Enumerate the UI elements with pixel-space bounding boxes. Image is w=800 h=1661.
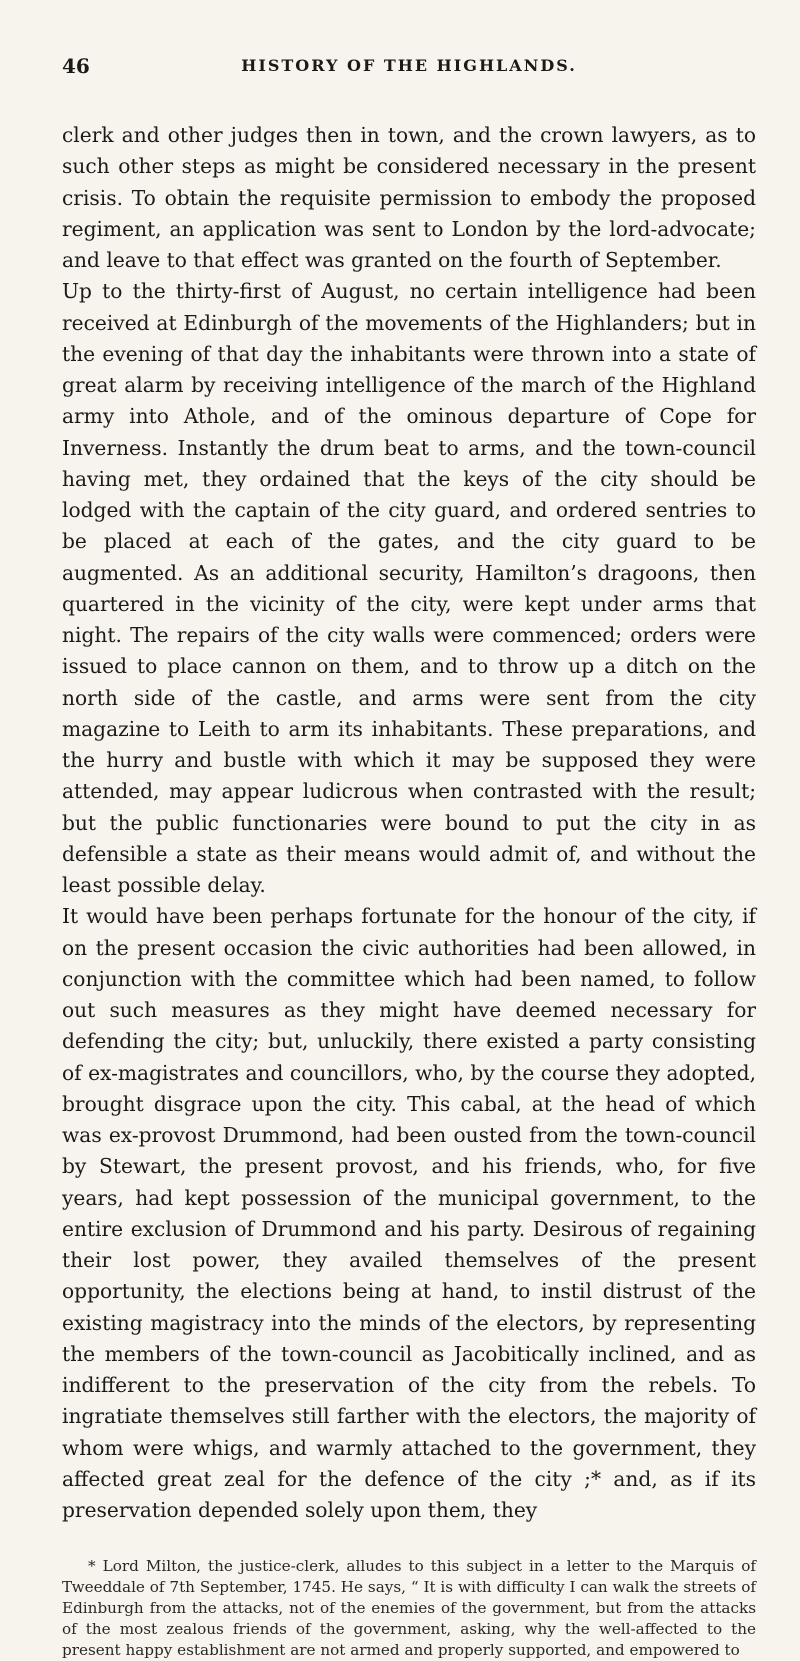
- body-text: [62, 120, 756, 1526]
- page-header: [62, 54, 756, 82]
- footnote-marker: *: [88, 1557, 96, 1576]
- footnote-text: Lord Milton, the justice-clerk, alludes to this subject in a letter to the Marquis of Tweeddale of 7th September, 1745. He says, “ It is with difficulty I can walk the streets of Edinburgh from the attacks, not of the enemies of the government, but from the attacks of the most zealous friends of the government, asking, why the well-affected to the present happy establishment are not armed and properly supported, and empowered to: [62, 1557, 756, 1660]
- footnote: [62, 1556, 756, 1661]
- page-number: 46: [62, 54, 90, 78]
- paragraph: Up to the thirty-first of August, no certain intelligence had been received at Edinburgh of the movements of the Highlanders; but in the evening of that day the inhabitants were thrown into a state of great alarm by receiving intelligence of the march of the Highland army into Athole, and of the ominous departure of Cope for Inverness. Instantly the drum beat to arms, and the town-council having met, they ordained that the keys of the city should be lodged with the captain of the city guard, and ordered sentries to be placed at each of the gates, and the city guard to be augmented. As an additional security, Hamilton’s dragoons, then quartered in the vicinity of the city, were kept under arms that night. The repairs of the city walls were commenced; orders were issued to place cannon on them, and to throw up a ditch on the north side of the castle, and arms were sent from the city magazine to Leith to arm its inhabitants. These preparations, and the hurry and bustle with which it may be supposed they were attended, may appear ludicrous when contrasted with the result; but the public functionaries were bound to put the city in as defensible a state as their means would admit of, and without the least possible delay.: [62, 279, 756, 897]
- paragraph: It would have been perhaps fortunate for the honour of the city, if on the present occasion the civic authorities had been allowed, in conjunction with the committee which had been named, to follow out such measures as they might have deemed necessary for defending the city; but, unluckily, there existed a party consisting of ex-magistrates and councillors, who, by the course they adopted, brought disgrace upon the city. This cabal, at the head of which was ex-provost Drummond, had been ousted from the town-council by Stewart, the present provost, and his friends, who, for five years, had kept possession of the municipal government, to the entire exclusion of Drummond and his party. Desirous of regaining their lost power, they availed themselves of the present opportunity, the elections being at hand, to instil distrust of the existing magistracy into the minds of the electors, by representing the members of the town-council as Jacobitically inclined, and as indifferent to the preservation of the city from the rebels. To ingratiate themselves still farther with the electors, the majority of whom were whigs, and warmly attached to the government, they affected great zeal for the defence of the city ;* and, as if its preservation depended solely upon them, they: [62, 904, 756, 1522]
- running-head: HISTORY OF THE HIGHLANDS.: [241, 56, 577, 75]
- paragraph: clerk and other judges then in town, and the crown lawyers, as to such other steps as might be considered necessary in the present crisis. To obtain the requisite permission to embody the proposed regiment, an application was sent to London by the lord-advocate; and leave to that effect was granted on the fourth of September.: [62, 123, 756, 272]
